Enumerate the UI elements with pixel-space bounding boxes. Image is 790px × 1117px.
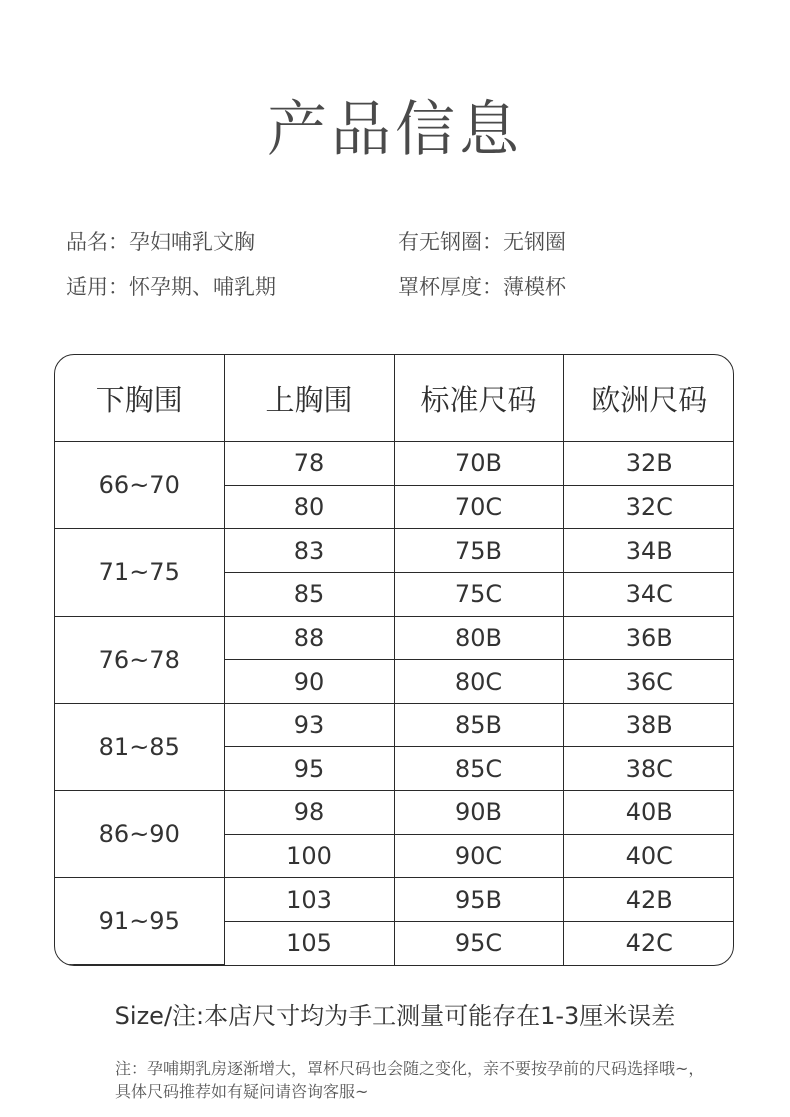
bust-cell: 100 xyxy=(224,834,394,878)
bust-cell: 98 xyxy=(224,791,394,835)
size-table xyxy=(54,354,734,966)
table-row xyxy=(55,529,734,573)
standard-size-cell: 80B xyxy=(394,616,563,660)
bust-cell: 88 xyxy=(224,616,394,660)
table-row xyxy=(55,878,734,922)
standard-size-cell: 95B xyxy=(394,878,563,922)
info-label: 有无钢圈： xyxy=(398,230,503,254)
bust-cell: 95 xyxy=(224,747,394,791)
eu-size-cell: 42C xyxy=(563,922,734,965)
info-value: 孕妇哺乳文胸 xyxy=(129,230,255,254)
info-product-name xyxy=(66,226,255,256)
underbust-range-cell: 66~70 xyxy=(55,442,224,529)
standard-size-cell: 80C xyxy=(394,660,563,704)
eu-size-cell: 40B xyxy=(563,791,734,835)
underbust-range-cell: 76~78 xyxy=(55,616,224,703)
size-note: Size/注:本店尺寸均为手工测量可能存在1-3厘米误差 xyxy=(114,1002,676,1030)
info-usage xyxy=(66,271,276,301)
bust-cell: 103 xyxy=(224,878,394,922)
info-label: 品名： xyxy=(66,230,129,254)
underbust-range-cell: 71~75 xyxy=(55,529,224,616)
standard-size-cell: 85B xyxy=(394,703,563,747)
standard-size-cell: 70B xyxy=(394,442,563,486)
info-label: 罩杯厚度： xyxy=(398,275,503,299)
table-row xyxy=(55,791,734,835)
bust-cell: 83 xyxy=(224,529,394,573)
page-title: 产品信息 xyxy=(267,95,523,165)
standard-size-cell: 70C xyxy=(394,485,563,529)
bust-cell: 78 xyxy=(224,442,394,486)
table-header-row xyxy=(55,355,734,442)
standard-size-cell: 95C xyxy=(394,922,563,965)
header-bust: 上胸围 xyxy=(224,355,394,442)
detail-note: 注：孕哺期乳房逐渐增大，罩杯尺码也会随之变化，亲不要按孕前的尺码选择哦~，具体尺码推荐如有疑问请咨询客服~ xyxy=(115,1059,705,1101)
info-label: 适用： xyxy=(66,275,129,299)
standard-size-cell: 85C xyxy=(394,747,563,791)
table-row xyxy=(55,442,734,486)
standard-size-cell: 75B xyxy=(394,529,563,573)
eu-size-cell: 36C xyxy=(563,660,734,704)
header-standard-size: 标准尺码 xyxy=(394,355,563,442)
eu-size-cell: 40C xyxy=(563,834,734,878)
info-value: 薄模杯 xyxy=(503,275,566,299)
eu-size-cell: 36B xyxy=(563,616,734,660)
eu-size-cell: 32B xyxy=(563,442,734,486)
underbust-range-cell: 86~90 xyxy=(55,791,224,878)
eu-size-cell: 34C xyxy=(563,572,734,616)
header-underbust: 下胸围 xyxy=(55,355,224,442)
standard-size-cell: 90B xyxy=(394,791,563,835)
info-value: 怀孕期、哺乳期 xyxy=(129,275,276,299)
standard-size-cell: 90C xyxy=(394,834,563,878)
bust-cell: 85 xyxy=(224,572,394,616)
info-underwire xyxy=(398,226,566,256)
info-value: 无钢圈 xyxy=(503,230,566,254)
standard-size-cell: 75C xyxy=(394,572,563,616)
table-row xyxy=(55,616,734,660)
header-eu-size: 欧洲尺码 xyxy=(563,355,734,442)
bust-cell: 93 xyxy=(224,703,394,747)
eu-size-cell: 32C xyxy=(563,485,734,529)
bust-cell: 80 xyxy=(224,485,394,529)
bust-cell: 90 xyxy=(224,660,394,704)
info-cup-thickness xyxy=(398,271,566,301)
eu-size-cell: 34B xyxy=(563,529,734,573)
eu-size-cell: 38B xyxy=(563,703,734,747)
table-row xyxy=(55,703,734,747)
underbust-range-cell: 91~95 xyxy=(55,878,224,965)
eu-size-cell: 38C xyxy=(563,747,734,791)
underbust-range-cell: 81~85 xyxy=(55,703,224,790)
bust-cell: 105 xyxy=(224,922,394,965)
eu-size-cell: 42B xyxy=(563,878,734,922)
